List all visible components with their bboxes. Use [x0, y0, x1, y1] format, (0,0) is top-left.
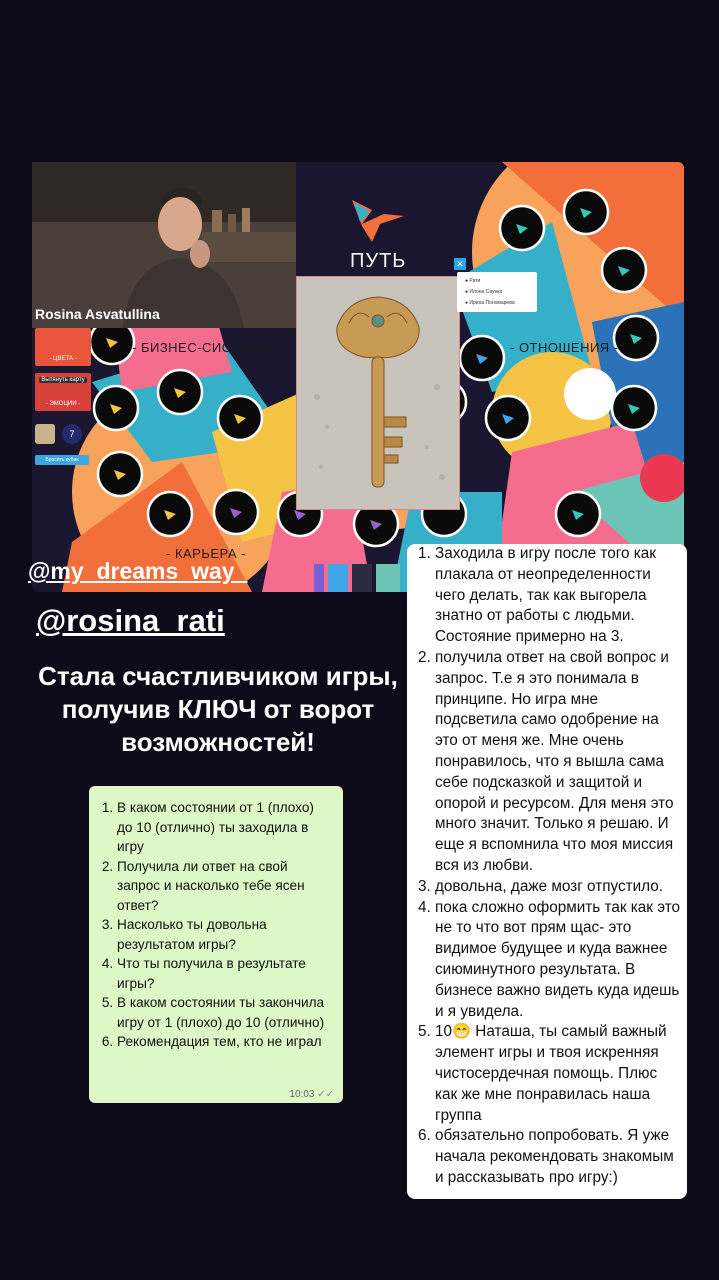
- participant-item: ● Ирина Пономарева: [465, 300, 515, 306]
- headline: Стала счастливчиком игры, получив КЛЮЧ от ворот возможностей!: [38, 661, 398, 757]
- thumb-emotions-label: - ЭМОЦИИ -: [45, 401, 81, 407]
- pull-card-button[interactable]: Вытянуть карту: [39, 377, 87, 383]
- thumb-emotions[interactable]: [35, 373, 91, 411]
- answers-card: [407, 544, 687, 1199]
- answer-item: 5. 10😁 Наташа, ты самый важный элемент игры и твоя искренняя чистосердечная помощь. Плюс как же мне понравилась наша группа: [435, 1022, 681, 1126]
- answer-item: 1. Заходила в игру после того как плакала от неопределенности чего делать, так как выгорела знатно от работы с людьми. Состояние примерно на 3.: [435, 544, 681, 648]
- message-time: 10:03 ✓✓: [289, 1089, 334, 1100]
- question-item: 4. Что ты получила в результате игры?: [117, 954, 333, 993]
- answers-list: [407, 544, 681, 1189]
- handle-primary[interactable]: @my_dreams_way_: [28, 558, 248, 584]
- questions-bubble: [89, 786, 343, 1103]
- roll-dice-button[interactable]: Бросить кубик: [35, 455, 89, 465]
- dice-icon[interactable]: [35, 424, 55, 444]
- key-card: [296, 276, 460, 510]
- path-title: ПУТЬ: [350, 250, 407, 272]
- questions-list: [93, 798, 333, 1052]
- participant-item: ● Илона Саунко: [465, 289, 503, 295]
- participant-name: Rosina Asvatullina: [35, 306, 160, 322]
- category-career: - КАРЬЕРА -: [166, 546, 246, 561]
- key-image: [297, 277, 459, 509]
- participant-item: ● Рати: [465, 278, 481, 284]
- answer-item: 3. довольна, даже мозг отпустило.: [435, 877, 681, 898]
- video-tile[interactable]: [32, 162, 296, 328]
- answer-item: 4. пока сложно оформить так как это не то что вот прям щас- это видимое будущее и куда важнее сиюминутного результата. В бизнесе важно видеть куда идешь и я увидела.: [435, 898, 681, 1023]
- thumb-colors-label: - ЦВЕТА -: [49, 356, 77, 362]
- double-check-icon: ✓✓: [317, 1089, 334, 1100]
- answer-item: 2. получила ответ на свой вопрос и запрос. Т.е я это понимала в принципе. Но игра мне подсветила само одобрение на это от меня же. Мне очень понравилось, что я вышла сама себе подсказкой и защитой и опорой и ресурсом. Для меня это много значит. Только я решаю. И еще я вспомнила что моя миссия вся из любви.: [435, 648, 681, 877]
- question-item: 5. В каком состоянии ты закончила игру от 1 (плохо) до 10 (отлично): [117, 993, 333, 1032]
- question-item: 1. В каком состоянии от 1 (плохо) до 10 (отлично) ты заходила в игру: [117, 798, 333, 857]
- answer-item: 6. обязательно попробовать. Я уже начала рекомендовать знакомым и рассказывать про игру:): [435, 1126, 681, 1188]
- category-business: - БИЗНЕС-СИСТЕМА -: [132, 340, 279, 355]
- question-item: 3. Насколько ты довольна результатом игры?: [117, 915, 333, 954]
- question-item: 2. Получила ли ответ на свой запрос и насколько тебе ясен ответ?: [117, 857, 333, 916]
- category-relations: - ОТНОШЕНИЯ -: [510, 340, 619, 355]
- dice-value: 7: [62, 424, 82, 444]
- close-icon[interactable]: ✕: [454, 258, 466, 270]
- question-item: 6. Рекомендация тем, кто не играл: [117, 1032, 333, 1052]
- video-frame: [32, 162, 296, 328]
- thumb-colors[interactable]: [35, 328, 91, 366]
- handle-secondary[interactable]: @rosina_rati: [36, 603, 225, 638]
- participants-list: [456, 259, 537, 312]
